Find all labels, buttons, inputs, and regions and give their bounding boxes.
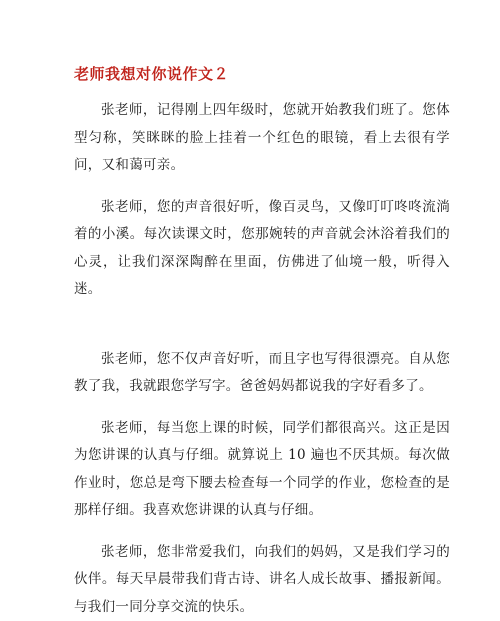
paragraph-5: 张老师，您非常爱我们，向我们的妈妈，又是我们学习的伙伴。每天早晨带我们背古诗、讲名人成长故事、播报新闻。与我们一同分享交流的快乐。 — [74, 539, 450, 621]
paragraph-2: 张老师，您的声音很好听，像百灵鸟，又像叮叮咚咚流淌着的小溪。每次读课文时，您那婉转的声音就会沐浴着我们的心灵，让我们深深陶醉在里面，仿佛进了仙境一般，听得入迷。 — [74, 194, 450, 304]
paragraph-1: 张老师，记得刚上四年级时，您就开始教我们班了。您体型匀称，笑眯眯的脸上挂着一个红色的眼镜，看上去很有学问，又和蔼可亲。 — [74, 97, 450, 180]
paragraph-3: 张老师，您不仅声音好听，而且字也写得很漂亮。自从您教了我，我就跟您学写字。爸爸妈妈都说我的字好看多了。 — [74, 346, 450, 401]
paragraph-4: 张老师，每当您上课的时候，同学们都很高兴。这正是因为您讲课的认真与仔细。就算说上 10 遍也不厌其烦。每次做作业时，您总是弯下腰去检查每一个同学的作业，您检查的是那样仔细。我喜欢您讲课的认真与仔细。 — [74, 415, 450, 525]
document-title: 老师我想对你说作文２ — [74, 63, 450, 85]
